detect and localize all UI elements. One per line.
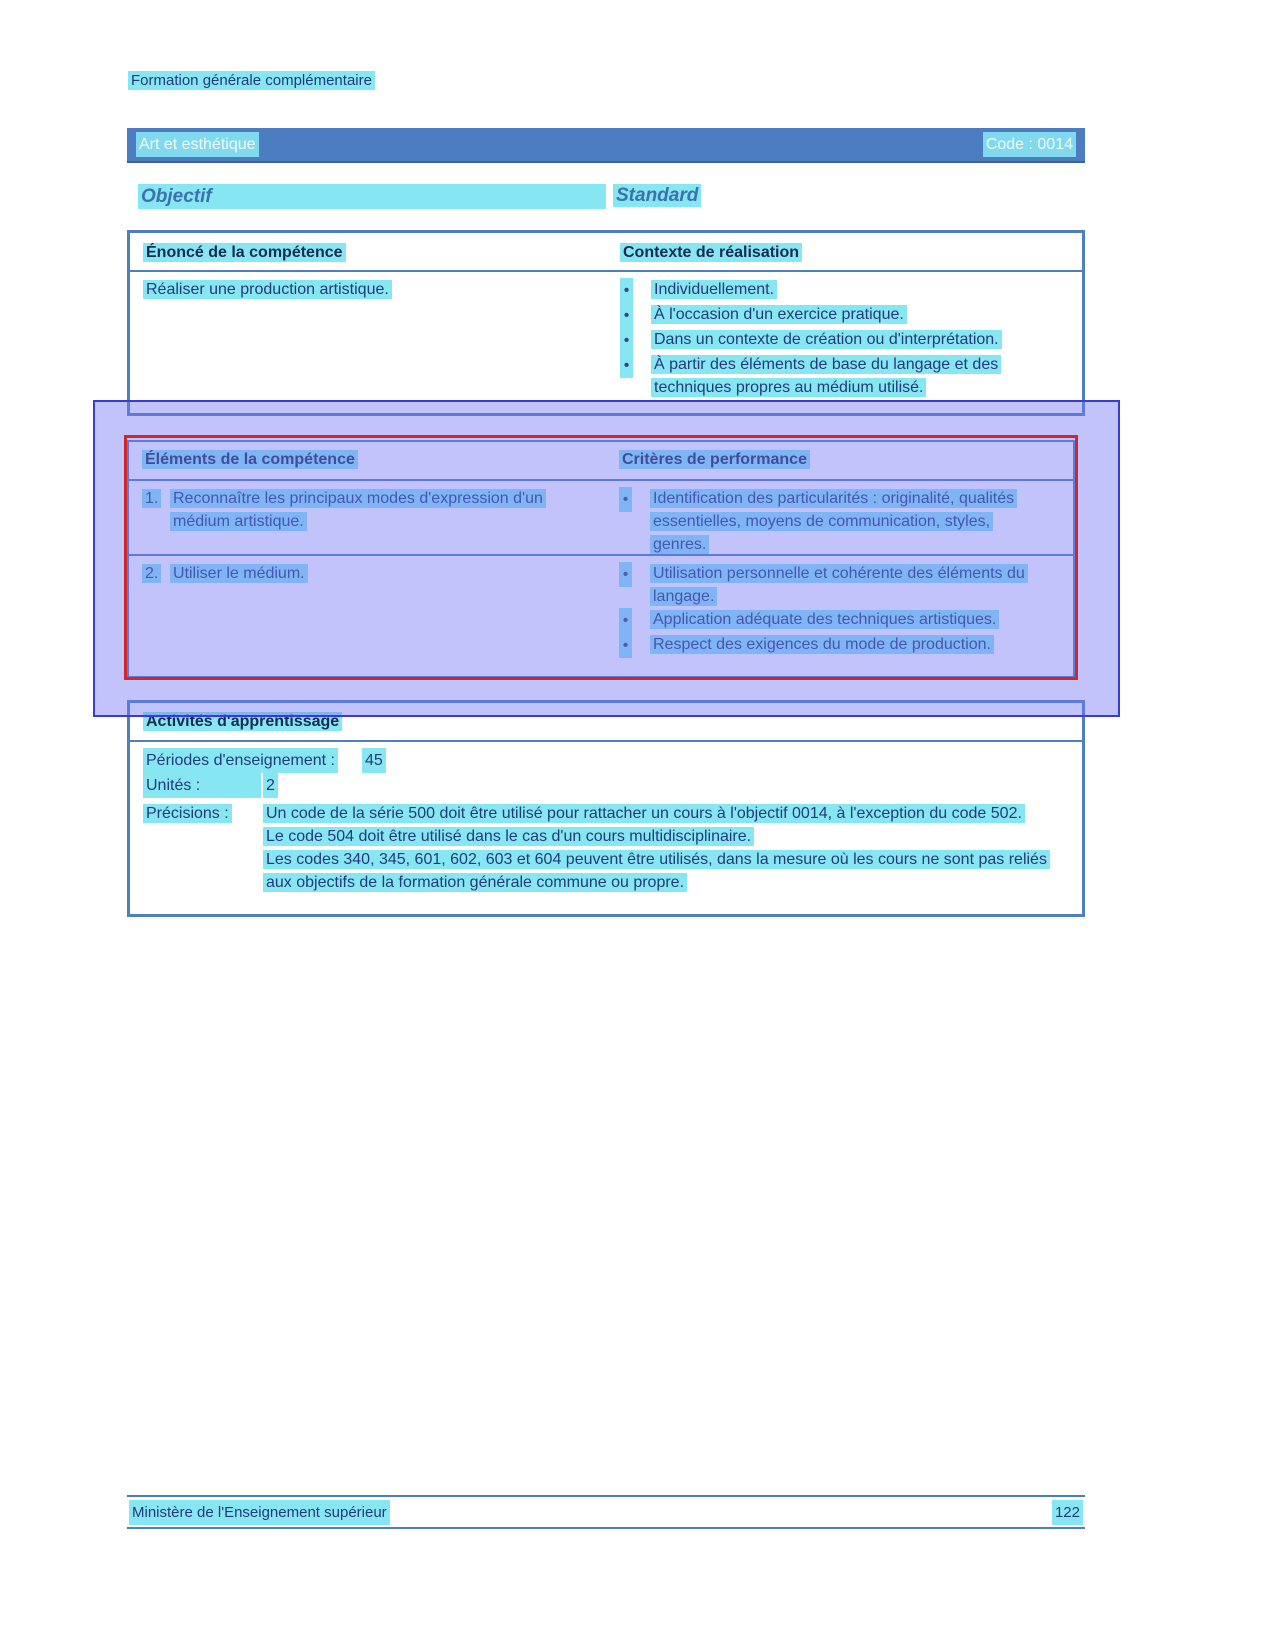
heading-standard: Standard — [613, 184, 701, 207]
enonce-col1-header: Énoncé de la compétence — [130, 241, 607, 264]
activites-box — [127, 700, 1085, 917]
elements-table — [127, 440, 1075, 678]
unites-label: Unités : — [143, 773, 261, 798]
critere-item: • Respect des exigences du mode de production. — [619, 633, 1063, 658]
bullet-icon: • — [620, 303, 633, 328]
running-header — [128, 69, 375, 92]
element-statement: 1. Reconnaître les principaux modes d'expression d'un médium artistique. — [129, 487, 606, 556]
precision-item: Les codes 340, 345, 601, 602, 603 et 604 peuvent être utilisés, dans la mesure où les cours ne sont pas reliés aux objectifs de la formation générale commune ou propre. — [263, 848, 1068, 894]
activites-body — [130, 742, 1082, 894]
unites-value: 2 — [263, 773, 278, 798]
enonce-col2-header: Contexte de réalisation — [607, 241, 1082, 264]
title-bar — [127, 128, 1085, 163]
title-bar-code: Code : 0014 — [983, 132, 1076, 157]
periodes-label: Périodes d'enseignement : — [143, 748, 338, 773]
activites-header: Activités d'apprentissage — [130, 703, 1082, 742]
contexte-item: • À partir des éléments de base du langage et des techniques propres au médium utilisé. — [620, 353, 1072, 399]
bullet-icon: • — [619, 487, 632, 512]
running-header-label: Formation générale complémentaire — [128, 71, 375, 90]
unites-row — [143, 773, 1070, 798]
elements-row-1 — [129, 481, 1073, 556]
footer-page-number: 122 — [1052, 1500, 1083, 1525]
elements-col1-header: Éléments de la compétence — [129, 448, 606, 471]
bullet-icon: • — [620, 328, 633, 353]
heading-objectif: Objectif — [138, 184, 606, 209]
critere-item: • Identification des particularités : originalité, qualités essentielles, moyens de communication, styles, genres. — [619, 487, 1063, 556]
bullet-icon: • — [620, 278, 633, 303]
precisions-text — [263, 802, 1068, 894]
element-statement: 2. Utiliser le médium. — [129, 562, 606, 658]
precisions-label: Précisions : — [143, 804, 232, 823]
contexte-item: • Dans un contexte de création ou d'interprétation. — [620, 328, 1072, 353]
title-bar-title: Art et esthétique — [136, 132, 259, 157]
bullet-icon: • — [619, 633, 632, 658]
enonce-table-header — [130, 233, 1082, 272]
criteres-list — [606, 487, 1073, 556]
contexte-list — [607, 278, 1082, 399]
enonce-table — [127, 230, 1085, 416]
footer-ministry: Ministère de l'Enseignement supérieur — [129, 1500, 390, 1525]
elements-row-2 — [129, 556, 1073, 658]
competence-statement: Réaliser une production artistique. — [130, 278, 607, 399]
precision-item: Un code de la série 500 doit être utilisé pour rattacher un cours à l'objectif 0014, à l'exception du code 502. — [263, 802, 1068, 825]
criteres-list — [606, 562, 1073, 658]
periodes-value: 45 — [362, 748, 386, 773]
bullet-icon: • — [619, 562, 632, 587]
elements-col2-header: Critères de performance — [606, 448, 1073, 471]
elements-table-header — [129, 442, 1073, 481]
precision-item: Le code 504 doit être utilisé dans le cas d'un cours multidisciplinaire. — [263, 825, 1068, 848]
precisions-row — [143, 802, 1070, 894]
enonce-table-body — [130, 272, 1082, 399]
contexte-item: • À l'occasion d'un exercice pratique. — [620, 303, 1072, 328]
page-footer — [127, 1495, 1085, 1529]
periodes-row — [143, 748, 1070, 773]
contexte-item: • Individuellement. — [620, 278, 1072, 303]
bullet-icon: • — [620, 353, 633, 378]
bullet-icon: • — [619, 608, 632, 633]
critere-item: • Utilisation personnelle et cohérente des éléments du langage. — [619, 562, 1063, 608]
critere-item: • Application adéquate des techniques artistiques. — [619, 608, 1063, 633]
